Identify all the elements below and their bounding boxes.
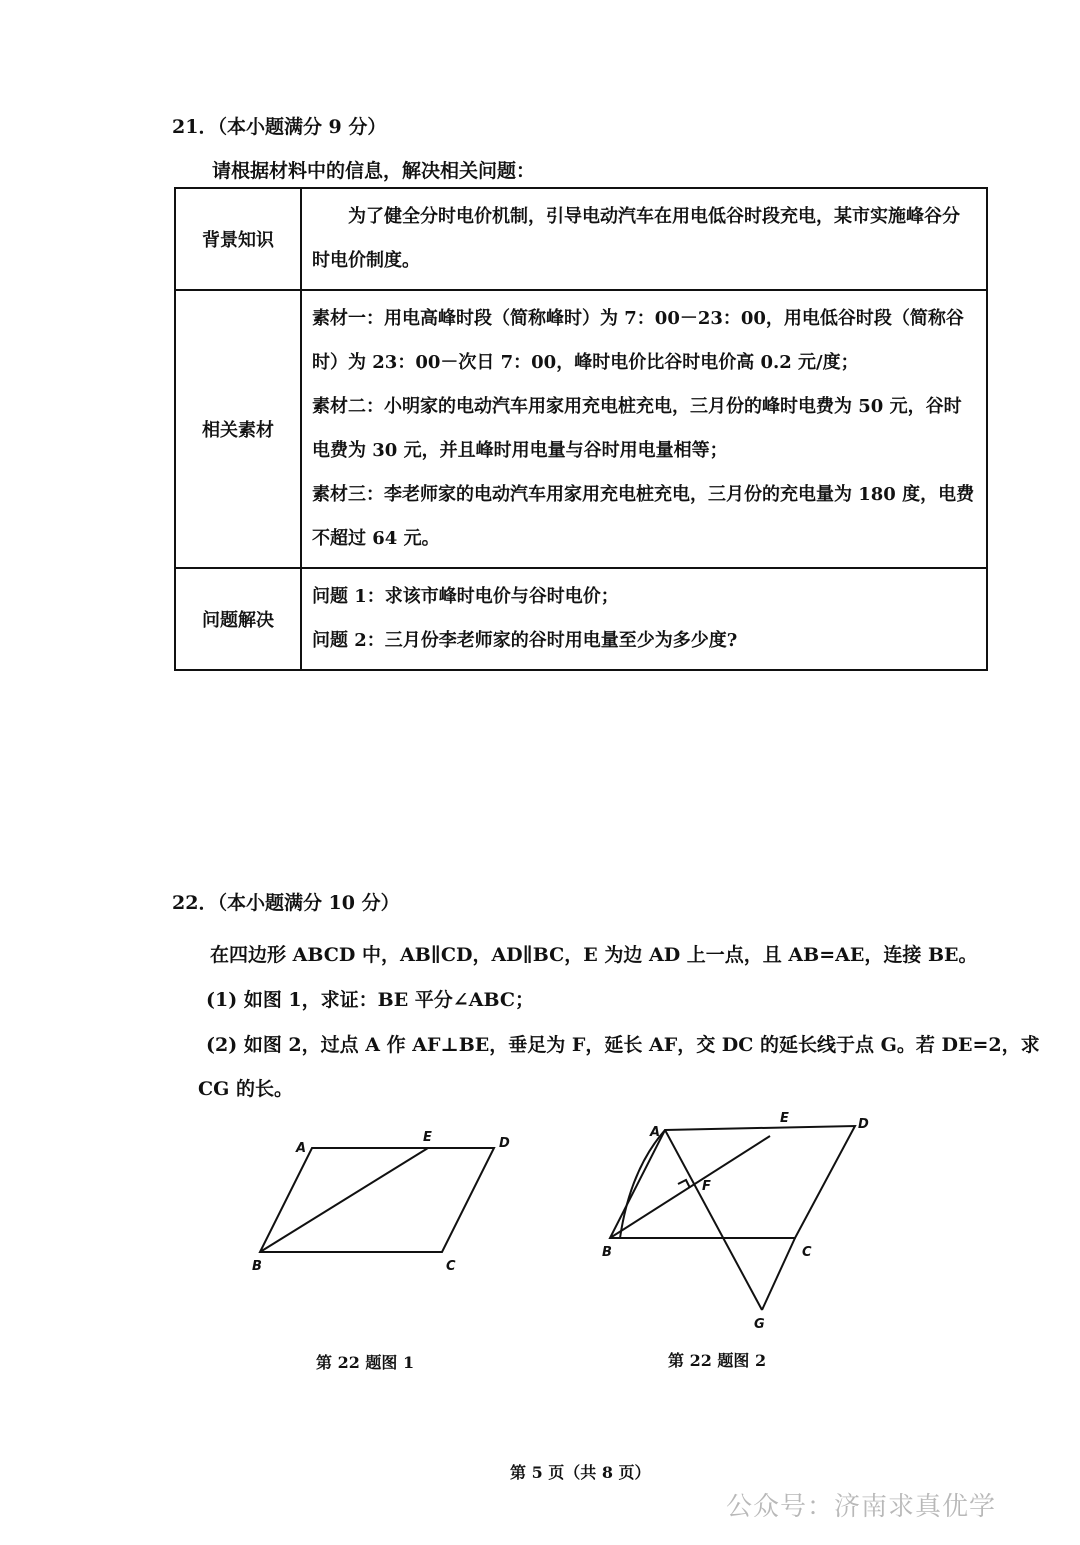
figure-2 xyxy=(590,1100,890,1340)
fig2-label-e: E xyxy=(780,1111,789,1126)
q22-part2-line1: (2) 如图 2，过点 A 作 AF⊥BE，垂足为 F，延长 AF，交 DC 的延长线于点 G。若 DE=2，求 xyxy=(206,1034,1040,1056)
q22-heading: 22．（本小题满分 10 分） xyxy=(172,892,400,914)
q22-part1: (1) 如图 1，求证：BE 平分∠ABC； xyxy=(206,989,535,1011)
fig1-label-a: A xyxy=(296,1141,307,1156)
material-3: 素材三：李老师家的电动汽车用家用充电桩充电，三月份的充电量为 180 度，电费不超过 64 元。 xyxy=(312,484,975,549)
problem-1: 问题 1：求该市峰时电价与谷时电价； xyxy=(312,586,619,607)
row-label-solve: 问题解决 xyxy=(175,568,301,670)
q22-stem: 在四边形 ABCD 中，AB∥CD，AD∥BC，E 为边 AD 上一点，且 AB=AE，连接 BE。 xyxy=(210,944,978,966)
fig2-label-f: F xyxy=(702,1179,711,1194)
figure-1 xyxy=(240,1120,530,1280)
table-row-materials xyxy=(175,290,987,568)
fig2-right-angle-mark xyxy=(678,1180,690,1188)
problem-2: 问题 2：三月份李老师家的谷时用电量至少为多少度? xyxy=(312,630,738,651)
page-number: 第 5 页（共 8 页） xyxy=(510,1463,651,1482)
figure-2-caption: 第 22 题图 2 xyxy=(668,1351,767,1370)
fig1-label-b: B xyxy=(252,1259,262,1274)
fig2-label-d: D xyxy=(858,1117,869,1132)
materials-cell xyxy=(301,290,987,568)
table-row-background xyxy=(175,188,987,290)
row-label-materials: 相关素材 xyxy=(175,290,301,568)
fig1-label-c: C xyxy=(446,1259,456,1274)
fig2-segment-ag xyxy=(665,1130,762,1310)
q21-heading: 21．（本小题满分 9 分） xyxy=(172,116,387,138)
row-label-background: 背景知识 xyxy=(175,188,301,290)
watermark-text: 公众号：济南求真优学 xyxy=(726,1492,997,1522)
fig1-label-d: D xyxy=(499,1136,510,1151)
fig2-label-c: C xyxy=(802,1245,812,1260)
q21-material-table xyxy=(174,187,988,671)
background-text: 为了健全分时电价机制，引导电动汽车在用电低谷时段充电，某市实施峰谷分时电价制度。 xyxy=(301,188,987,290)
material-1: 素材一：用电高峰时段（简称峰时）为 7：00－23：00，用电低谷时段（简称谷时）为 23：00－次日 7：00，峰时电价比谷时电价高 0.2 元/度； xyxy=(312,308,964,373)
table-row-solve xyxy=(175,568,987,670)
fig2-label-b: B xyxy=(602,1245,612,1260)
fig2-label-a: A xyxy=(650,1125,661,1140)
fig2-parallelogram xyxy=(610,1126,855,1238)
fig1-parallelogram xyxy=(260,1148,494,1252)
fig2-segment-cg xyxy=(762,1238,795,1310)
figure-1-caption: 第 22 题图 1 xyxy=(316,1353,415,1372)
q21-intro: 请根据材料中的信息，解决相关问题： xyxy=(212,160,536,182)
solve-cell xyxy=(301,568,987,670)
material-2: 素材二：小明家的电动汽车用家用充电桩充电，三月份的峰时电费为 50 元，谷时电费为 30 元，并且峰时用电量与谷时用电量相等； xyxy=(312,396,962,461)
fig2-arc xyxy=(620,1130,665,1238)
fig2-label-g: G xyxy=(754,1317,765,1332)
fig1-label-e: E xyxy=(423,1130,432,1145)
q22-part2-line2: CG 的长。 xyxy=(198,1078,293,1100)
